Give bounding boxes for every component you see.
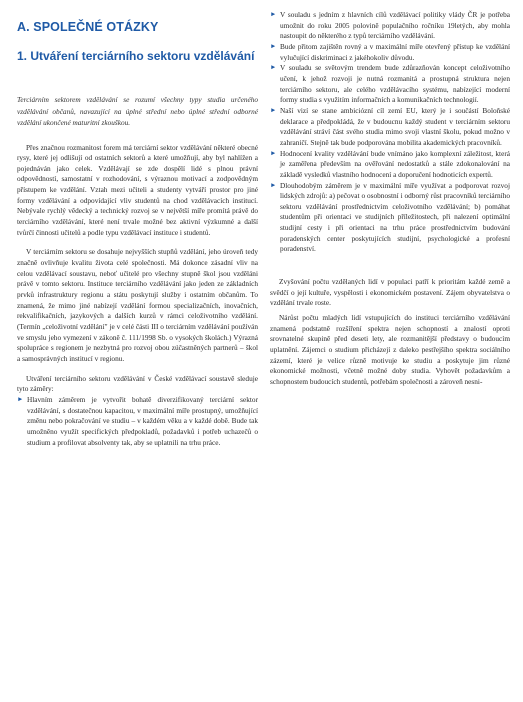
list-item-text: V souladu s jedním z hlavních cílů vzdělávací politiky vlády ČR je potřeba umožnit do roku 2005 polovině populačního ročníku 19letých, aby mohla nastoupit do některého z typů terciárního vzdělávání. — [280, 10, 510, 41]
subsection-title: 1. Utváření terciárního sektoru vzdělávání — [17, 49, 255, 63]
body-paragraph: Zvyšování počtu vzdělaných lidí v populaci patří k prioritám každé země a svědčí o její kultuře, vyspělosti i ekonomickém postavení. Zájem obyvatelstva o vzdělání trvale roste. — [270, 277, 510, 308]
list-item-text: Bude přitom zajištěn rovný a v maximální míře otevřený přístup ke vzdělání vylučující diskriminaci z jakéhokoliv důvodu. — [280, 41, 510, 62]
triangle-right-icon: ► — [270, 149, 277, 157]
triangle-right-icon: ► — [17, 395, 24, 403]
triangle-right-icon: ► — [270, 64, 277, 72]
bullet-list — [270, 10, 510, 255]
list-item-text: Dlouhodobým záměrem je v maximální míře využívat a podporovat rozvoj lidských zdrojů: a) pečovat o osobnostní i odborný růst pracovníků terciárního sektoru vzdělávání prostřednictvím celoživotního vzdělávání; b) pomáhat studentům při orientaci ve studijních příležitostech, při nalezení optimální studijní cesty i při orientaci na trhu práce prostřednictvím budování poradenských center poskytujících studijní, psychologické a profesní poradenství. — [280, 180, 510, 254]
list-item-text: Hodnocení kvality vzdělávání bude vnímáno jako komplexní záležitost, která je zaměřena především na ověřování nedostatků a stále zdokonalování na základě vysledků vlastního hodnocení a doporučení hodnoticích expertů. — [280, 148, 510, 179]
lead-paragraph: Terciárním sektorem vzdělávání se rozumí všechny typy studia určeného vzdělávání občanů, navazující na úplné střední nebo úplné střední odborné vzdělání ukončené maturitní zkouškou. — [17, 95, 258, 127]
triangle-right-icon: ► — [270, 181, 277, 189]
list-item — [270, 149, 510, 181]
bullet-list — [17, 395, 258, 448]
body-paragraph: Utváření terciárního sektoru vzdělávání v České vzdělávací soustavě sleduje tyto záměry: — [17, 373, 258, 394]
list-item-text: Naší vizí se stane ambiciózní cíl zemí EU, který je i součástí Boloňské deklarace a předpokládá, že v budoucnu každý student v terciárním sektoru vzdělávání stráví část svého studia mimo svoji vlastní školu, pokud možno v zahraničí. Stejně tak bude podporována mobilita akademických pracovníků. — [280, 105, 510, 147]
triangle-right-icon: ► — [270, 42, 277, 50]
list-item — [17, 395, 258, 448]
list-item-text: Hlavním záměrem je vytvořit bohatě diverzifikovaný terciární sektor vzdělávání, s dostatečnou kapacitou, v maximální míře prostupný, umožňující změnu nebo pokračování ve studiu – v každém věku a v každé době. Bude tak umožněno využít specifických předpokladů, požadavků i potřeb uchazečů o studium a profilovat absolventy tak, aby se uplatnili na trhu práce. — [27, 394, 258, 447]
list-item — [270, 106, 510, 149]
list-item — [270, 10, 510, 42]
right-column — [270, 10, 510, 388]
triangle-right-icon: ► — [270, 11, 277, 18]
body-paragraph: Nárůst počtu mladých lidí vstupujících do instituci terciárního vzdělávání znamená podstatně rozšíření spektra nejen schopností a znalostí oproti srovnatelné skupině před deseti lety, ale rozmanitější představy o budoucím uplatnění. Zájemci o studium přicházejí z daleko pestřejšího spektra sociálního zázemí, které je velice různě motivuje ke studiu a poskytuje jim různé ekonomické možnosti, včetně možné doby studia. Vyhovět požadavkům a schopnostem budoucích studentů, potřebám společnosti a zároveň nesni- — [270, 313, 510, 386]
list-item — [270, 181, 510, 256]
list-item — [270, 63, 510, 106]
list-item-text: V souladu se světovým trendem bude zdůrazňován koncept celoživotního učení, k jehož rozvoji je nutná rozmanitá a prostupná struktura nejen terciárního sektoru, ale celého vzdělávacího systému, nabízející moderní formy studia s využitím informačních a komunikačních technologií. — [280, 63, 510, 105]
triangle-right-icon: ► — [270, 106, 277, 114]
section-title: A. SPOLEČNÉ OTÁZKY — [17, 20, 159, 34]
left-column — [17, 0, 258, 448]
body-paragraph: V terciárním sektoru se dosahuje nejvyšších stupňů vzdělání, jeho úroveň tedy značně ovlivňuje kvalitu života celé společnosti. Má dokonce zásadní vliv na celou vzdělávací soustavu, neboť učitelé pro všechny stupně škol jsou vzděláni právě v tomto sektoru. Instituce terciárního vzdělávání jako jeden ze základních prvků infrastruktury regionu a státu poskytují služby i ostatním občanům. To znamená, že mimo jiné nabízejí vzdělání formou specializačních, inovačních, rekvalifikačních, jazykových a dalších kurzů v rámci celoživotního vzdělání. (Termín „celoživotní vzdělání" je v celé části III o terciárním vzdělávání používán ve smyslu jeho vymezení v zákoně č. 111/1998 Sb. o vysokých školách.) Výrazná spolupráce s regionem je nezbytná pro rozvoj obou zúčastněných partnerů – škol a samosprávných institucí v regionu. — [17, 247, 258, 363]
body-paragraph: Přes značnou rozmanitost forem má terciární sektor vzdělávání některé obecné rysy, které jej odlišují od ostatních sektorů a které umožňují, aby byl nahlížen a pojednáván jako celek. Vzdělávají se zde dospělí lidé s plnou právní odpovědností, samostatní v rozhodování, s výraznou motivací a zodpovědným přístupem ke vzdělání. Vztah mezi učiteli a studenty vytváří prostor pro jiné formy vzdělávání a odpovídající vliv studentů na chod vzdělávacích institucí. Nebývale rychlý vědecký a technický rozvoj se v největší míře promítá právě do terciárního vzdělávání, které není trvale možné bez aktivní výzkumné a další tvůrčí činnosti učitelů a podle typu vzdělávací instituce i studentů. — [17, 142, 258, 237]
list-item — [270, 42, 510, 63]
